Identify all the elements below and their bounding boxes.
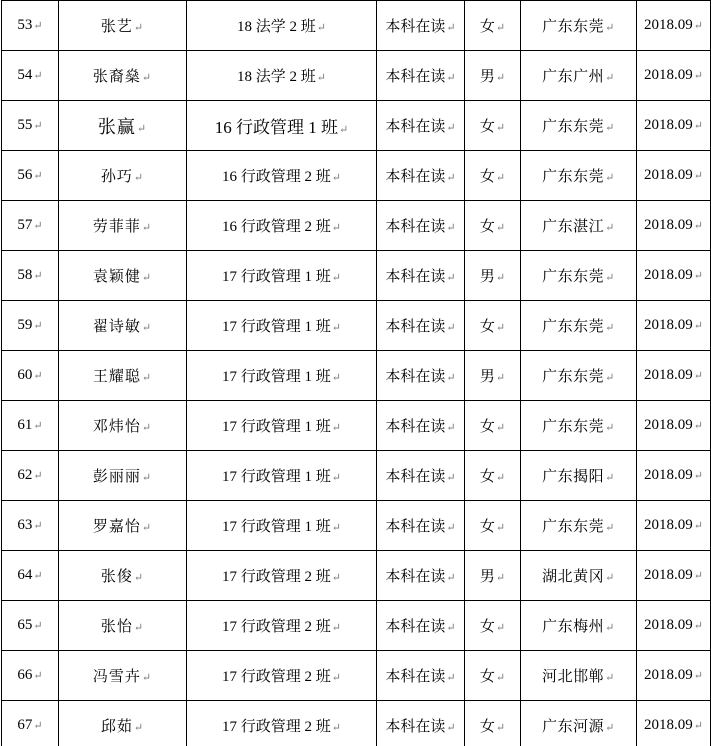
- paragraph-mark: ↵: [605, 422, 615, 435]
- cell-class: 17 行政管理 1 班↵: [187, 351, 377, 401]
- paragraph-mark: ↵: [141, 272, 153, 285]
- paragraph-mark: ↵: [331, 572, 341, 585]
- cell-index: 64↵: [2, 551, 59, 601]
- table-row: [2, 1, 711, 51]
- cell-origin: 广东东莞↵: [521, 251, 637, 301]
- cell-index: 57↵: [2, 201, 59, 251]
- cell-gender: 女↵: [465, 1, 521, 51]
- cell-name: 张怡↵: [59, 601, 187, 651]
- cell-status: 本科在读↵: [377, 551, 465, 601]
- table-row: [2, 501, 711, 551]
- table-row: [2, 401, 711, 451]
- paragraph-mark: ↵: [495, 722, 506, 735]
- paragraph-mark: ↵: [605, 572, 615, 585]
- paragraph-mark: ↵: [605, 522, 615, 535]
- cell-class: 16 行政管理 1 班↵: [187, 101, 377, 151]
- paragraph-mark: ↵: [331, 722, 341, 735]
- cell-status: 本科在读↵: [377, 201, 465, 251]
- cell-date: 2018.09↵: [637, 201, 711, 251]
- table-row: [2, 301, 711, 351]
- paragraph-mark: ↵: [133, 572, 145, 585]
- cell-gender: 男↵: [465, 551, 521, 601]
- table-row: [2, 651, 711, 701]
- paragraph-mark: ↵: [339, 123, 349, 136]
- paragraph-mark: ↵: [446, 372, 456, 385]
- paragraph-mark: ↵: [141, 472, 153, 485]
- cell-origin: 河北邯郸↵: [521, 651, 637, 701]
- paragraph-mark: ↵: [446, 322, 456, 335]
- table-row: [2, 51, 711, 101]
- cell-date: 2018.09↵: [637, 101, 711, 151]
- cell-gender: 女↵: [465, 501, 521, 551]
- paragraph-mark: ↵: [693, 370, 703, 383]
- cell-origin: 湖北黄冈↵: [521, 551, 637, 601]
- cell-date: 2018.09↵: [637, 401, 711, 451]
- paragraph-mark: ↵: [141, 522, 153, 535]
- paragraph-mark: ↵: [331, 522, 341, 535]
- paragraph-mark: ↵: [605, 672, 615, 685]
- cell-gender: 男↵: [465, 351, 521, 401]
- cell-class: 18 法学 2 班↵: [187, 51, 377, 101]
- paragraph-mark: ↵: [605, 722, 615, 735]
- cell-status: 本科在读↵: [377, 51, 465, 101]
- cell-date: 2018.09↵: [637, 501, 711, 551]
- cell-class: 17 行政管理 2 班↵: [187, 601, 377, 651]
- cell-name: 张裔燊↵: [59, 51, 187, 101]
- paragraph-mark: ↵: [331, 372, 341, 385]
- paragraph-mark: ↵: [495, 572, 506, 585]
- cell-index: 63↵: [2, 501, 59, 551]
- cell-origin: 广东东莞↵: [521, 1, 637, 51]
- table-row: [2, 601, 711, 651]
- cell-status: 本科在读↵: [377, 601, 465, 651]
- cell-status: 本科在读↵: [377, 151, 465, 201]
- cell-class: 17 行政管理 1 班↵: [187, 451, 377, 501]
- cell-index: 66↵: [2, 651, 59, 701]
- cell-date: 2018.09↵: [637, 651, 711, 701]
- paragraph-mark: ↵: [141, 72, 153, 85]
- cell-name: 邱茹↵: [59, 701, 187, 746]
- paragraph-mark: ↵: [446, 422, 456, 435]
- cell-index: 54↵: [2, 51, 59, 101]
- cell-origin: 广东东莞↵: [521, 401, 637, 451]
- paragraph-mark: ↵: [693, 270, 703, 283]
- paragraph-mark: ↵: [495, 172, 506, 185]
- cell-status: 本科在读↵: [377, 101, 465, 151]
- cell-name: 翟诗敏↵: [59, 301, 187, 351]
- cell-gender: 男↵: [465, 51, 521, 101]
- cell-name: 张俊↵: [59, 551, 187, 601]
- cell-name: 王耀聪↵: [59, 351, 187, 401]
- paragraph-mark: ↵: [33, 170, 43, 183]
- cell-name: 袁颖健↵: [59, 251, 187, 301]
- paragraph-mark: ↵: [446, 722, 456, 735]
- table-row: [2, 701, 711, 746]
- table-row: [2, 451, 711, 501]
- paragraph-mark: ↵: [33, 120, 43, 133]
- table-row: [2, 151, 711, 201]
- cell-date: 2018.09↵: [637, 551, 711, 601]
- cell-class: 16 行政管理 2 班↵: [187, 201, 377, 251]
- cell-index: 65↵: [2, 601, 59, 651]
- cell-class: 16 行政管理 2 班↵: [187, 151, 377, 201]
- cell-origin: 广东东莞↵: [521, 301, 637, 351]
- cell-gender: 女↵: [465, 101, 521, 151]
- paragraph-mark: ↵: [331, 622, 341, 635]
- paragraph-mark: ↵: [446, 22, 456, 35]
- cell-date: 2018.09↵: [637, 151, 711, 201]
- paragraph-mark: ↵: [136, 122, 148, 135]
- cell-origin: 广东东莞↵: [521, 351, 637, 401]
- paragraph-mark: ↵: [33, 320, 43, 333]
- paragraph-mark: ↵: [605, 22, 615, 35]
- paragraph-mark: ↵: [495, 22, 506, 35]
- roster-body: [2, 1, 711, 746]
- cell-date: 2018.09↵: [637, 1, 711, 51]
- paragraph-mark: ↵: [693, 670, 703, 683]
- paragraph-mark: ↵: [141, 222, 153, 235]
- cell-name: 邓炜怡↵: [59, 401, 187, 451]
- cell-gender: 女↵: [465, 201, 521, 251]
- paragraph-mark: ↵: [446, 622, 456, 635]
- cell-status: 本科在读↵: [377, 251, 465, 301]
- paragraph-mark: ↵: [693, 320, 703, 333]
- paragraph-mark: ↵: [141, 372, 153, 385]
- paragraph-mark: ↵: [693, 720, 703, 733]
- cell-date: 2018.09↵: [637, 301, 711, 351]
- cell-index: 59↵: [2, 301, 59, 351]
- paragraph-mark: ↵: [33, 20, 43, 33]
- cell-index: 58↵: [2, 251, 59, 301]
- paragraph-mark: ↵: [33, 220, 43, 233]
- cell-gender: 男↵: [465, 251, 521, 301]
- cell-gender: 女↵: [465, 451, 521, 501]
- paragraph-mark: ↵: [331, 672, 341, 685]
- paragraph-mark: ↵: [446, 572, 456, 585]
- paragraph-mark: ↵: [495, 372, 506, 385]
- cell-date: 2018.09↵: [637, 451, 711, 501]
- cell-origin: 广东河源↵: [521, 701, 637, 746]
- paragraph-mark: ↵: [693, 220, 703, 233]
- paragraph-mark: ↵: [605, 172, 615, 185]
- cell-status: 本科在读↵: [377, 351, 465, 401]
- paragraph-mark: ↵: [605, 622, 615, 635]
- cell-gender: 女↵: [465, 701, 521, 746]
- paragraph-mark: ↵: [331, 222, 341, 235]
- paragraph-mark: ↵: [495, 122, 506, 135]
- cell-gender: 女↵: [465, 601, 521, 651]
- paragraph-mark: ↵: [33, 570, 43, 583]
- paragraph-mark: ↵: [331, 172, 341, 185]
- paragraph-mark: ↵: [133, 172, 145, 185]
- cell-status: 本科在读↵: [377, 701, 465, 746]
- cell-origin: 广东东莞↵: [521, 101, 637, 151]
- cell-name: 张赢↵: [59, 101, 187, 151]
- paragraph-mark: ↵: [33, 420, 43, 433]
- cell-class: 17 行政管理 2 班↵: [187, 651, 377, 701]
- paragraph-mark: ↵: [133, 722, 145, 735]
- cell-gender: 女↵: [465, 151, 521, 201]
- cell-name: 罗嘉怡↵: [59, 501, 187, 551]
- cell-origin: 广东东莞↵: [521, 501, 637, 551]
- paragraph-mark: ↵: [33, 720, 43, 733]
- paragraph-mark: ↵: [693, 120, 703, 133]
- cell-index: 60↵: [2, 351, 59, 401]
- cell-name: 孙巧↵: [59, 151, 187, 201]
- cell-date: 2018.09↵: [637, 51, 711, 101]
- cell-status: 本科在读↵: [377, 451, 465, 501]
- cell-status: 本科在读↵: [377, 501, 465, 551]
- cell-index: 53↵: [2, 1, 59, 51]
- cell-status: 本科在读↵: [377, 1, 465, 51]
- paragraph-mark: ↵: [693, 70, 703, 83]
- paragraph-mark: ↵: [495, 422, 506, 435]
- cell-class: 17 行政管理 1 班↵: [187, 501, 377, 551]
- paragraph-mark: ↵: [693, 20, 703, 33]
- paragraph-mark: ↵: [133, 22, 145, 35]
- cell-index: 61↵: [2, 401, 59, 451]
- paragraph-mark: ↵: [141, 672, 153, 685]
- paragraph-mark: ↵: [495, 272, 506, 285]
- cell-date: 2018.09↵: [637, 251, 711, 301]
- paragraph-mark: ↵: [33, 370, 43, 383]
- paragraph-mark: ↵: [331, 272, 341, 285]
- paragraph-mark: ↵: [446, 72, 456, 85]
- paragraph-mark: ↵: [495, 222, 506, 235]
- paragraph-mark: ↵: [446, 472, 456, 485]
- paragraph-mark: ↵: [693, 570, 703, 583]
- paragraph-mark: ↵: [693, 470, 703, 483]
- student-roster-table: [1, 0, 711, 746]
- cell-name: 冯雪卉↵: [59, 651, 187, 701]
- paragraph-mark: ↵: [33, 520, 43, 533]
- paragraph-mark: ↵: [495, 472, 506, 485]
- cell-index: 56↵: [2, 151, 59, 201]
- cell-origin: 广东湛江↵: [521, 201, 637, 251]
- table-row: [2, 251, 711, 301]
- cell-status: 本科在读↵: [377, 401, 465, 451]
- cell-class: 17 行政管理 2 班↵: [187, 551, 377, 601]
- paragraph-mark: ↵: [133, 622, 145, 635]
- paragraph-mark: ↵: [693, 520, 703, 533]
- cell-status: 本科在读↵: [377, 651, 465, 701]
- cell-name: 彭丽丽↵: [59, 451, 187, 501]
- cell-gender: 女↵: [465, 651, 521, 701]
- paragraph-mark: ↵: [495, 622, 506, 635]
- cell-date: 2018.09↵: [637, 351, 711, 401]
- cell-index: 55↵: [2, 101, 59, 151]
- paragraph-mark: ↵: [605, 322, 615, 335]
- cell-name: 劳菲菲↵: [59, 201, 187, 251]
- paragraph-mark: ↵: [446, 672, 456, 685]
- paragraph-mark: ↵: [495, 672, 506, 685]
- cell-index: 67↵: [2, 701, 59, 746]
- paragraph-mark: ↵: [605, 72, 615, 85]
- table-row: [2, 101, 711, 151]
- paragraph-mark: ↵: [605, 272, 615, 285]
- paragraph-mark: ↵: [605, 222, 615, 235]
- cell-gender: 女↵: [465, 401, 521, 451]
- cell-class: 17 行政管理 1 班↵: [187, 401, 377, 451]
- cell-origin: 广东广州↵: [521, 51, 637, 101]
- paragraph-mark: ↵: [605, 372, 615, 385]
- cell-class: 17 行政管理 1 班↵: [187, 251, 377, 301]
- paragraph-mark: ↵: [446, 122, 456, 135]
- paragraph-mark: ↵: [446, 522, 456, 535]
- paragraph-mark: ↵: [316, 72, 326, 85]
- cell-name: 张艺↵: [59, 1, 187, 51]
- paragraph-mark: ↵: [331, 322, 341, 335]
- paragraph-mark: ↵: [495, 72, 506, 85]
- paragraph-mark: ↵: [331, 422, 341, 435]
- paragraph-mark: ↵: [693, 620, 703, 633]
- paragraph-mark: ↵: [446, 172, 456, 185]
- cell-gender: 女↵: [465, 301, 521, 351]
- cell-date: 2018.09↵: [637, 601, 711, 651]
- cell-origin: 广东揭阳↵: [521, 451, 637, 501]
- paragraph-mark: ↵: [33, 270, 43, 283]
- paragraph-mark: ↵: [446, 272, 456, 285]
- cell-origin: 广东东莞↵: [521, 151, 637, 201]
- cell-origin: 广东梅州↵: [521, 601, 637, 651]
- paragraph-mark: ↵: [141, 322, 153, 335]
- paragraph-mark: ↵: [693, 170, 703, 183]
- cell-index: 62↵: [2, 451, 59, 501]
- table-row: [2, 551, 711, 601]
- paragraph-mark: ↵: [605, 472, 615, 485]
- paragraph-mark: ↵: [141, 422, 153, 435]
- paragraph-mark: ↵: [495, 522, 506, 535]
- paragraph-mark: ↵: [33, 670, 43, 683]
- cell-class: 17 行政管理 1 班↵: [187, 301, 377, 351]
- paragraph-mark: ↵: [316, 22, 326, 35]
- cell-status: 本科在读↵: [377, 301, 465, 351]
- paragraph-mark: ↵: [33, 470, 43, 483]
- paragraph-mark: ↵: [605, 122, 615, 135]
- paragraph-mark: ↵: [33, 620, 43, 633]
- paragraph-mark: ↵: [446, 222, 456, 235]
- paragraph-mark: ↵: [693, 420, 703, 433]
- cell-class: 18 法学 2 班↵: [187, 1, 377, 51]
- cell-date: 2018.09↵: [637, 701, 711, 746]
- paragraph-mark: ↵: [33, 70, 43, 83]
- cell-class: 17 行政管理 2 班↵: [187, 701, 377, 746]
- paragraph-mark: ↵: [495, 322, 506, 335]
- paragraph-mark: ↵: [331, 472, 341, 485]
- table-row: [2, 351, 711, 401]
- table-row: [2, 201, 711, 251]
